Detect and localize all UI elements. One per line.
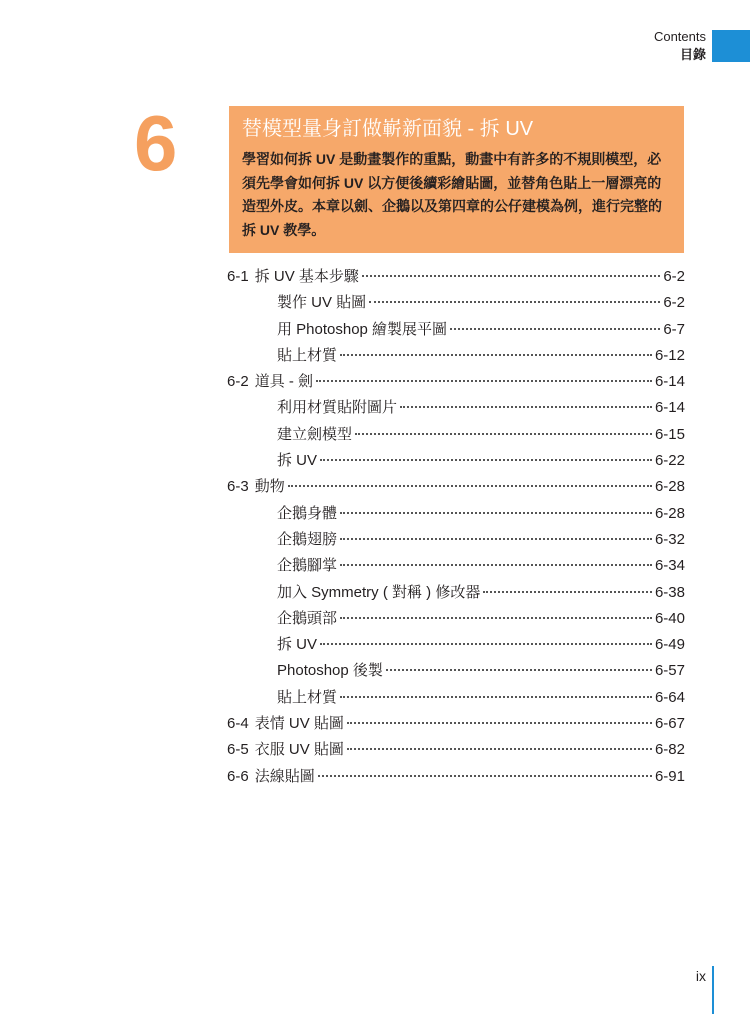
toc-entry-title: 貼上材質 — [277, 688, 338, 706]
toc-dot-leader — [347, 748, 652, 750]
toc-entry — [227, 343, 685, 369]
toc-entry — [227, 264, 685, 290]
toc-entry-title: 加入 Symmetry ( 對稱 ) 修改器 — [277, 583, 481, 601]
toc-dot-leader — [386, 669, 652, 671]
toc-dot-leader — [340, 354, 652, 356]
toc-entry-title: 製作 UV 貼圖 — [277, 294, 367, 312]
toc-dot-leader — [316, 380, 652, 382]
toc-entry-title: 建立劍模型 — [277, 425, 353, 443]
toc-dot-leader — [340, 564, 652, 566]
toc-dot-leader — [483, 591, 652, 593]
toc-entry-title: 拆 UV — [277, 636, 318, 654]
toc-entry — [227, 711, 685, 737]
toc-entry-page: 6-32 — [654, 530, 685, 548]
toc-entry-title: 拆 UV 基本步驟 — [254, 268, 359, 285]
toc-entry-page: 6-82 — [654, 741, 685, 759]
toc-entry-title: 利用材質貼附圖片 — [277, 399, 398, 417]
toc-entry-title: 企鵝腳掌 — [277, 557, 338, 575]
toc-entry-number: 6-1 — [227, 268, 249, 285]
toc-entry-title: 表情 UV 貼圖 — [254, 715, 344, 733]
toc-entry-page: 6-38 — [654, 583, 685, 601]
toc-entry-title: 企鵝頭部 — [277, 609, 338, 627]
toc-entry-page: 6-49 — [654, 636, 685, 654]
toc-dot-leader — [288, 485, 652, 487]
toc-entry-number: 6-6 — [227, 767, 249, 785]
header-accent-bar — [712, 30, 750, 62]
toc-entry-title: 企鵝翅膀 — [277, 530, 338, 548]
running-header — [654, 28, 706, 64]
toc-entry-title: Photoshop 後製 — [277, 662, 383, 680]
toc-entry — [227, 290, 685, 316]
toc-entry — [227, 658, 685, 684]
toc-entry — [227, 395, 685, 421]
chapter-number: 6 — [134, 99, 178, 187]
toc-entry-page: 6-15 — [654, 425, 685, 443]
toc-dot-leader — [347, 722, 652, 724]
toc-entry-number: 6-3 — [227, 478, 249, 496]
header-contents-zh: 目錄 — [679, 47, 706, 62]
toc-entry — [227, 606, 685, 632]
toc-entry-page: 6-7 — [663, 320, 685, 338]
chapter-title: 替模型量身訂做嶄新面貌 - 拆 UV — [242, 118, 534, 140]
toc-entry — [227, 474, 685, 500]
toc-dot-leader — [450, 328, 660, 330]
toc-entry — [227, 737, 685, 763]
toc-entry-title: 企鵝身體 — [277, 504, 338, 522]
toc-entry-page: 6-57 — [654, 662, 685, 680]
toc-entry-page: 6-2 — [663, 268, 685, 285]
toc-entry-page: 6-22 — [654, 452, 685, 470]
toc-entry — [227, 317, 685, 343]
toc-entry-page: 6-2 — [663, 294, 685, 312]
toc-entry — [227, 448, 685, 474]
toc-dot-leader — [340, 512, 652, 514]
toc-entry-number: 6-5 — [227, 741, 249, 759]
header-contents-en: Contents — [653, 29, 706, 44]
toc-entry — [227, 685, 685, 711]
toc-entry-title: 貼上材質 — [277, 346, 338, 364]
chapter-summary-box — [229, 106, 684, 253]
toc-entry-page: 6-14 — [654, 399, 685, 417]
toc-entry-title: 用 Photoshop 繪製展平圖 — [277, 320, 448, 338]
toc-entry — [227, 632, 685, 658]
toc-entry — [227, 580, 685, 606]
toc-dot-leader — [320, 643, 652, 645]
toc-entry-page: 6-91 — [654, 767, 685, 785]
table-of-contents — [227, 264, 685, 790]
toc-entry-number: 6-4 — [227, 715, 249, 733]
chapter-description: 學習如何拆 UV 是動畫製作的重點，動畫中有許多的不規則模型，必須先學會如何拆 UV 以方便後續彩繪貼圖，並替角色貼上一層漂亮的造型外皮。本章以劍、企鵝以及第四章的公仔建模為例，進行完整的拆 UV 教學。 — [242, 151, 662, 238]
toc-entry — [227, 422, 685, 448]
toc-entry-page: 6-64 — [654, 688, 685, 706]
toc-entry-page: 6-40 — [654, 609, 685, 627]
toc-dot-leader — [362, 275, 660, 277]
toc-dot-leader — [369, 301, 660, 303]
toc-dot-leader — [340, 696, 652, 698]
toc-entry — [227, 527, 685, 553]
toc-entry-page: 6-28 — [654, 478, 685, 496]
toc-entry-title: 拆 UV — [277, 452, 318, 470]
toc-entry-title: 動物 — [254, 478, 285, 496]
page-number: ix — [695, 968, 706, 984]
toc-dot-leader — [340, 538, 652, 540]
toc-dot-leader — [320, 459, 652, 461]
footer-accent-rule — [712, 966, 714, 1014]
toc-entry-page: 6-28 — [654, 504, 685, 522]
toc-entry-page: 6-34 — [654, 557, 685, 575]
toc-dot-leader — [340, 617, 652, 619]
toc-entry-title: 法線貼圖 — [254, 767, 315, 785]
toc-dot-leader — [400, 406, 652, 408]
toc-entry-page: 6-14 — [654, 373, 685, 391]
toc-entry — [227, 764, 685, 790]
toc-entry — [227, 553, 685, 579]
toc-entry-number: 6-2 — [227, 373, 249, 391]
toc-entry — [227, 501, 685, 527]
toc-dot-leader — [355, 433, 652, 435]
toc-dot-leader — [318, 775, 652, 777]
toc-entry-page: 6-12 — [654, 346, 685, 364]
toc-entry — [227, 369, 685, 395]
toc-entry-title: 道具 - 劍 — [254, 373, 314, 391]
toc-entry-page: 6-67 — [654, 715, 685, 733]
toc-entry-title: 衣服 UV 貼圖 — [254, 741, 344, 759]
